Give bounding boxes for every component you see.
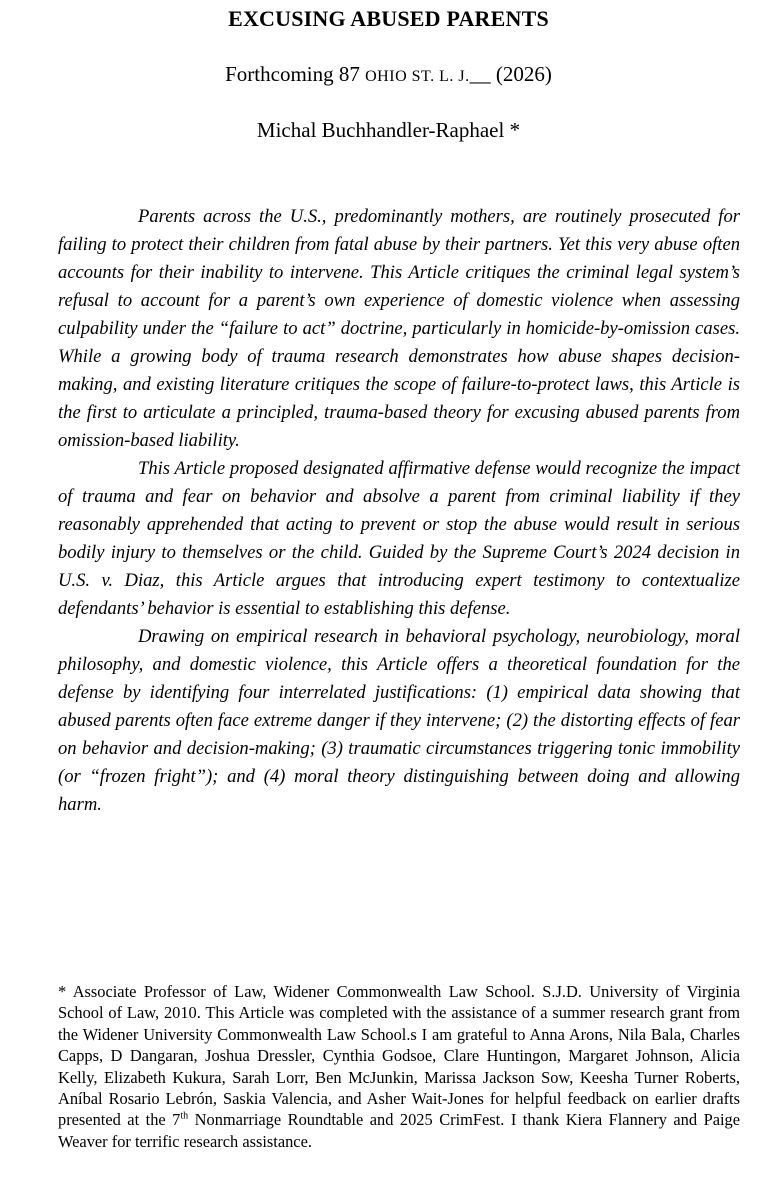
journal-name: OHIO ST. L. J. [365,68,470,85]
journal-citation [0,62,777,87]
paper-title: EXCUSING ABUSED PARENTS [228,6,549,31]
journal-volume-blank: __ [469,62,491,86]
author-name: Michal Buchhandler-Raphael * [256,118,521,142]
journal-year: (2026) [490,62,552,86]
abstract-paragraph: This Article proposed designated affirmative defense would recognize the impact of trauma and fear on behavior and absolve a parent from criminal liability if they reasonably apprehended that acting to prevent or stop the abuse would result in serious bodily injury to themselves or the child. Guided by the Supreme Court’s 2024 decision in U.S. v. Diaz, this Article argues that introducing expert testimony to contextualize defendants’ behavior is essential to establishing this defense. [58,458,740,619]
abstract-paragraph: Drawing on empirical research in behavioral psychology, neurobiology, moral philosophy, and domestic violence, this Article offers a theoretical foundation for the defense by identifying four interrelated justifications: (1) empirical data showing that abused parents often face extreme danger if they intervene; (2) the distorting effects of fear on behavior and decision-making; (3) traumatic circumstances triggering tonic immobility (or “frozen fright”); and (4) moral theory distinguishing between doing and allowing harm. [58,626,740,815]
abstract [58,203,740,819]
footnote-superscript: th [180,1110,189,1122]
abstract-paragraph: Parents across the U.S., predominantly mothers, are routinely prosecuted for failing to protect their children from fatal abuse by their partners. Yet this very abuse often accounts for their inability to intervene. This Article critiques the criminal legal system’s refusal to account for a parent’s own experience of domestic violence when assessing culpability under the “failure to act” doctrine, particularly in homicide-by-omission cases. While a growing body of trauma research demonstrates how abuse shapes decision-making, and existing literature critiques the scope of failure-to-protect laws, this Article is the first to articulate a principled, trauma-based theory for excusing abused parents from omission-based liability. [58,206,740,451]
journal-prefix: Forthcoming 87 [225,62,366,86]
footnote-text-end: Nonmarriage Roundtable and 2025 CrimFest. I thank Kiera Flannery and Paige Weaver for terrific research assistance. [58,1110,740,1151]
footnote-text: * Associate Professor of Law, Widener Commonwealth Law School. S.J.D. University of Virginia School of Law, 2010. This Article was completed with the assistance of a summer research grant from the Widener University Commonwealth Law School.s I am grateful to Anna Arons, Nila Bala, Charles Capps, D Dangaran, Joshua Dressler, Cynthia Godsoe, Clare Huntingon, Margaret Johnson, Alicia Kelly, Elizabeth Kukura, Sarah Lorr, Ben McJunkin, Marissa Jackson Sow, Keesha Turner Roberts, Aníbal Rosario Lebrón, Saskia Valencia, and Asher Wait-Jones for helpful feedback on earlier drafts presented at the 7 [58,982,740,1130]
author-footnote [58,981,740,1152]
